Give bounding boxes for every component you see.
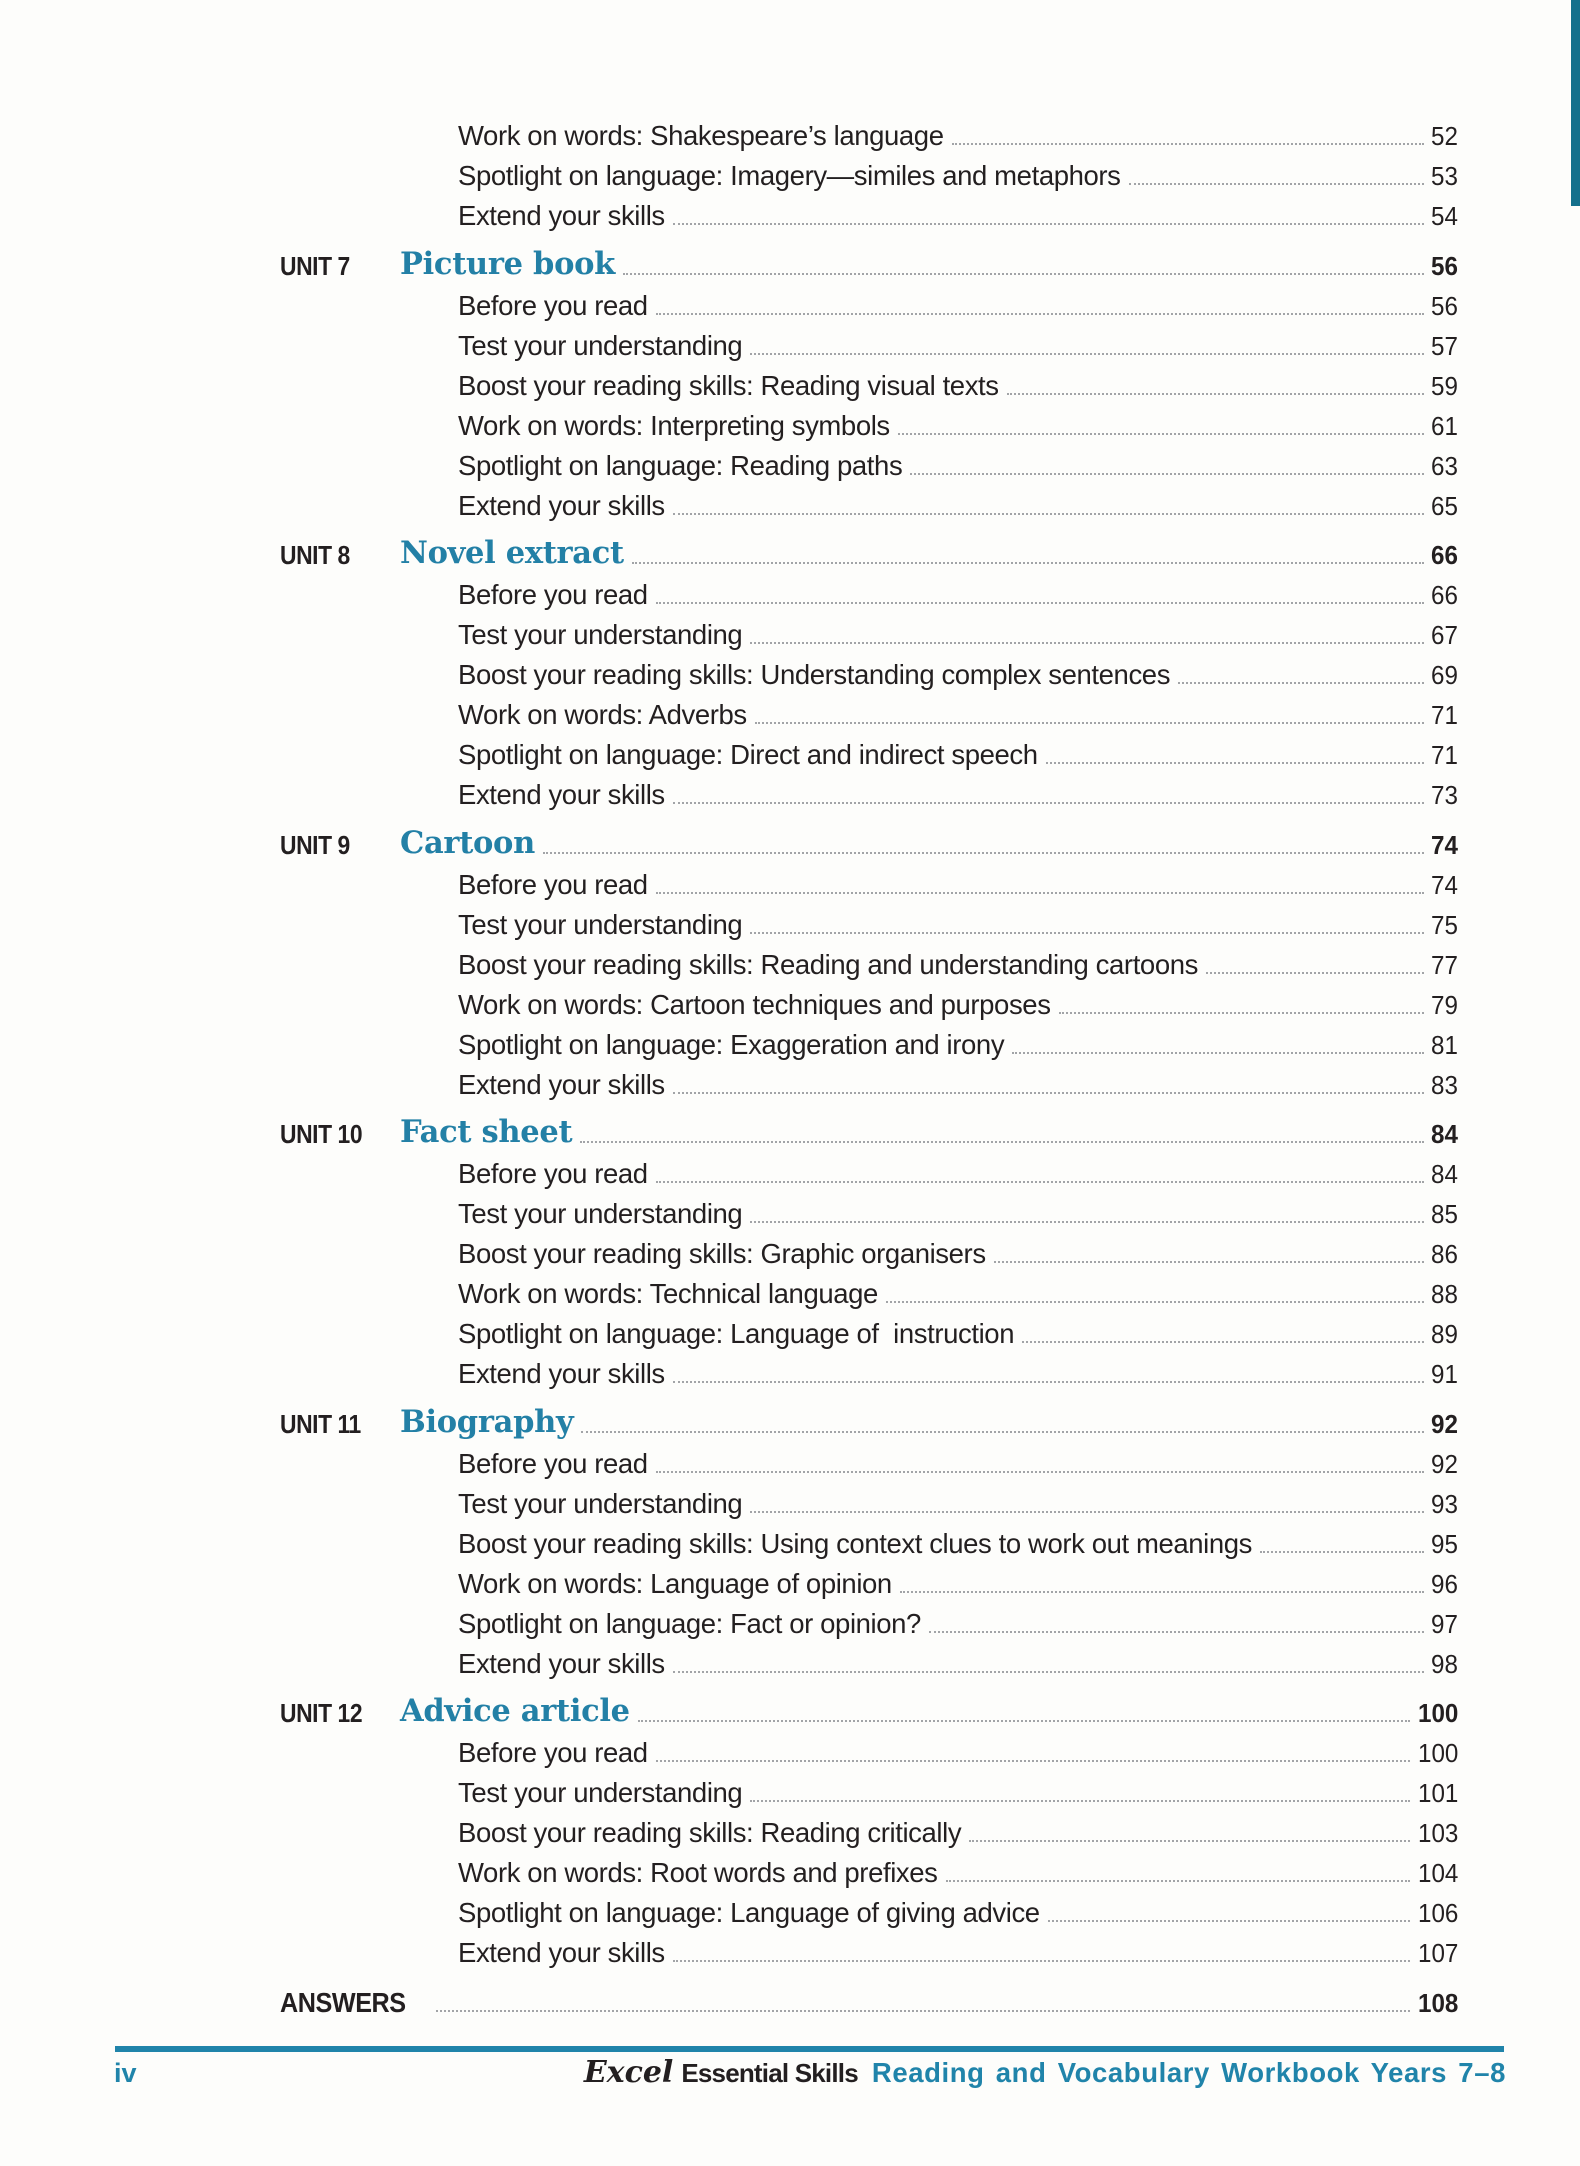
toc-entry [0, 112, 1458, 152]
toc-entry-label: Work on words: Root words and prefixes [458, 1857, 938, 1888]
dot-leader [673, 1092, 1424, 1094]
toc-entry [0, 192, 1458, 232]
toc-entry-page: 92 [1431, 1448, 1458, 1479]
toc-entry-label: Boost your reading skills: Reading and understanding cartoons [458, 948, 1198, 980]
toc-entry-label: Spotlight on language: Language of instruction [458, 1318, 1015, 1349]
toc-entry-label: Before you read [458, 1737, 648, 1768]
toc-entry [0, 1600, 1458, 1640]
toc-entry [0, 1190, 1458, 1230]
toc-entry-page: 97 [1431, 1608, 1458, 1639]
dot-leader [673, 223, 1424, 225]
unit-title: Cartoon [400, 824, 535, 861]
toc-entry [0, 1310, 1458, 1350]
unit-title: Biography [400, 1403, 574, 1440]
answers-label: ANSWERS [280, 1987, 406, 2018]
toc-entry [0, 1809, 1458, 1849]
toc-entry-page: 88 [1431, 1279, 1458, 1309]
toc-unit-heading [0, 1684, 1458, 1729]
unit-title: Novel extract [400, 535, 624, 571]
toc-entry-label: Extend your skills [458, 200, 665, 231]
dot-leader [632, 562, 1424, 564]
toc-entry-label: Boost your reading skills: Using context clues to work out meanings [458, 1527, 1253, 1559]
toc-unit-heading [0, 237, 1458, 282]
dot-leader [929, 1631, 1424, 1633]
toc-entry-label: Extend your skills [458, 1358, 665, 1389]
unit-number-label: UNIT 10 [280, 1119, 363, 1149]
toc-entry-page: 104 [1417, 1858, 1458, 1888]
dot-leader [1007, 393, 1424, 395]
toc-entry-page: 69 [1431, 660, 1458, 690]
toc-entry [0, 901, 1458, 941]
dot-leader [673, 1960, 1410, 1962]
unit-title: Fact sheet [400, 1114, 573, 1150]
toc-entry-page: 79 [1431, 989, 1458, 1020]
toc-entry-page: 86 [1431, 1239, 1458, 1269]
dot-leader [952, 143, 1424, 145]
toc-entry-label: Spotlight on language: Direct and indirect speech [458, 739, 1038, 770]
dot-leader [656, 313, 1424, 315]
toc-entry-label: Before you read [458, 1158, 648, 1189]
toc-entry [0, 1769, 1458, 1809]
toc-entry-label: Test your understanding [458, 1777, 743, 1808]
dot-leader [623, 273, 1424, 275]
toc-entry-page: 96 [1431, 1568, 1458, 1599]
toc-entry-page: 107 [1417, 1938, 1458, 1968]
page-number-folio: iv [114, 2058, 137, 2088]
toc-entry-page: 84 [1431, 1159, 1458, 1189]
unit-page-number: 100 [1417, 1698, 1458, 1728]
toc-entry [0, 1929, 1458, 1969]
unit-page-number: 56 [1431, 250, 1458, 281]
dot-leader [969, 1840, 1409, 1842]
unit-number-label: UNIT 7 [280, 250, 350, 281]
toc-entry [0, 152, 1458, 192]
toc-entry [0, 1889, 1458, 1929]
toc-entry-label: Extend your skills [458, 1937, 665, 1968]
toc-entry [0, 1480, 1458, 1520]
dot-leader [656, 602, 1424, 604]
toc-entry [0, 1021, 1458, 1061]
toc-unit-heading [0, 526, 1458, 571]
dot-leader [656, 1181, 1424, 1183]
toc-entry-page: 66 [1431, 580, 1458, 610]
toc-entry-page: 93 [1431, 1488, 1458, 1519]
unit-page-number: 74 [1431, 829, 1458, 860]
toc-entry [0, 442, 1458, 482]
toc-entry-page: 53 [1431, 161, 1458, 191]
dot-leader [900, 1591, 1424, 1593]
toc-entry-label: Work on words: Shakespeare’s language [458, 120, 944, 151]
toc-entry [0, 482, 1458, 522]
footer-rule [115, 2046, 1504, 2052]
toc-entry-page: 63 [1431, 450, 1458, 481]
toc-entry-label: Test your understanding [458, 908, 743, 940]
brand-excel-logo: Excel [583, 2055, 674, 2090]
toc-entry-label: Test your understanding [458, 1198, 743, 1229]
toc-entry-page: 71 [1431, 700, 1458, 730]
toc-entry-label: Work on words: Interpreting symbols [458, 409, 890, 441]
unit-title: Advice article [400, 1693, 630, 1729]
dot-leader [898, 433, 1424, 435]
toc-entry-page: 106 [1417, 1898, 1458, 1928]
toc-unit-heading [0, 816, 1458, 861]
dot-leader [750, 932, 1424, 934]
toc-entry [0, 322, 1458, 362]
footer-brandline [584, 2055, 1506, 2090]
toc-entry [0, 362, 1458, 402]
unit-number-label: UNIT 11 [280, 1408, 361, 1439]
unit-number-label: UNIT 9 [280, 829, 350, 860]
toc-entry [0, 1440, 1458, 1480]
toc-entry-label: Spotlight on language: Exaggeration and irony [458, 1028, 1005, 1060]
dot-leader [436, 2010, 1410, 2012]
dot-leader [750, 353, 1424, 355]
toc-entry [0, 1560, 1458, 1600]
dot-leader [750, 642, 1424, 644]
dot-leader [1048, 1920, 1410, 1922]
dot-leader [886, 1301, 1424, 1303]
dot-leader [1129, 183, 1425, 185]
brand-series-name: Essential Skills [681, 2058, 858, 2088]
unit-number-label: UNIT 8 [280, 540, 350, 570]
toc-entry-label: Before you read [458, 1447, 648, 1479]
dot-leader [1260, 1551, 1424, 1553]
toc-entry-page: 85 [1431, 1199, 1458, 1229]
table-of-contents [0, 112, 1458, 2019]
toc-entry-page: 100 [1417, 1738, 1458, 1768]
toc-entry-label: Test your understanding [458, 619, 743, 650]
toc-entry [0, 1230, 1458, 1270]
toc-entry-page: 91 [1431, 1359, 1458, 1389]
toc-entry [0, 1640, 1458, 1680]
toc-entry-label: Test your understanding [458, 1487, 743, 1519]
toc-entry [0, 691, 1458, 731]
unit-page-number: 92 [1431, 1408, 1458, 1439]
toc-unit-heading [0, 1105, 1458, 1150]
toc-entry-page: 95 [1431, 1528, 1458, 1559]
toc-entry-page: 77 [1431, 949, 1458, 980]
toc-entry-label: Spotlight on language: Imagery—similes and metaphors [458, 160, 1121, 191]
toc-entry [0, 1150, 1458, 1190]
toc-entry [0, 282, 1458, 322]
toc-entry-label: Extend your skills [458, 489, 665, 521]
dot-leader [581, 1431, 1424, 1433]
toc-entry-page: 103 [1417, 1818, 1458, 1848]
toc-entry-page: 81 [1431, 1029, 1458, 1060]
toc-entry-page: 56 [1431, 290, 1458, 321]
toc-entry-label: Boost your reading skills: Graphic organisers [458, 1238, 986, 1269]
toc-entry [0, 611, 1458, 651]
dot-leader [656, 1760, 1410, 1762]
toc-entry [0, 1729, 1458, 1769]
toc-unit-heading [0, 1395, 1458, 1440]
toc-entry-page: 101 [1417, 1778, 1458, 1808]
unit-page-number: 84 [1431, 1119, 1458, 1149]
page-edge-accent-bar [1571, 0, 1580, 206]
dot-leader [1012, 1052, 1424, 1054]
toc-entry-label: Extend your skills [458, 1647, 665, 1679]
dot-leader [656, 892, 1424, 894]
toc-entry-label: Work on words: Language of opinion [458, 1567, 892, 1599]
toc-entry-label: Work on words: Cartoon techniques and purposes [458, 988, 1051, 1020]
toc-entry-label: Before you read [458, 868, 648, 900]
toc-entry-page: 75 [1431, 909, 1458, 940]
dot-leader [1046, 762, 1424, 764]
toc-entry-page: 54 [1431, 201, 1458, 231]
dot-leader [1206, 972, 1424, 974]
toc-entry-label: Test your understanding [458, 329, 743, 361]
toc-entry-label: Extend your skills [458, 779, 665, 810]
toc-entry-label: Spotlight on language: Fact or opinion? [458, 1607, 921, 1639]
toc-entry-page: 61 [1431, 410, 1458, 441]
toc-entry-page: 52 [1431, 121, 1458, 151]
footer-book-title: Reading and Vocabulary Workbook Years 7–8 [871, 2057, 1506, 2088]
toc-entry-page: 67 [1431, 620, 1458, 650]
dot-leader [1022, 1341, 1424, 1343]
toc-entry [0, 981, 1458, 1021]
toc-entry-page: 83 [1431, 1069, 1458, 1100]
toc-entry-label: Work on words: Adverbs [458, 699, 747, 730]
toc-entry-page: 57 [1431, 330, 1458, 361]
toc-answers-entry [0, 1976, 1458, 2019]
toc-entry [0, 771, 1458, 811]
toc-entry [0, 402, 1458, 442]
toc-entry [0, 861, 1458, 901]
dot-leader [946, 1880, 1410, 1882]
toc-entry-label: Spotlight on language: Language of giving advice [458, 1897, 1040, 1928]
toc-entry-label: Before you read [458, 579, 648, 610]
toc-entry-label: Boost your reading skills: Reading visual texts [458, 369, 999, 401]
toc-entry [0, 1849, 1458, 1889]
dot-leader [673, 1381, 1424, 1383]
answers-page-number: 108 [1417, 1988, 1458, 2018]
dot-leader [580, 1141, 1424, 1143]
toc-entry [0, 571, 1458, 611]
toc-entry [0, 941, 1458, 981]
toc-entry-page: 98 [1431, 1648, 1458, 1679]
toc-entry-page: 74 [1431, 869, 1458, 900]
dot-leader [750, 1221, 1424, 1223]
unit-number-label: UNIT 12 [280, 1698, 363, 1728]
toc-entry-page: 59 [1431, 370, 1458, 401]
dot-leader [673, 513, 1424, 515]
toc-entry-page: 73 [1431, 780, 1458, 810]
toc-entry-label: Boost your reading skills: Understanding complex sentences [458, 659, 1171, 690]
dot-leader [543, 852, 1424, 854]
toc-entry-label: Work on words: Technical language [458, 1278, 878, 1309]
dot-leader [656, 1471, 1424, 1473]
dot-leader [994, 1261, 1424, 1263]
toc-entry [0, 1350, 1458, 1390]
dot-leader [910, 473, 1424, 475]
toc-entry [0, 731, 1458, 771]
toc-entry-label: Extend your skills [458, 1068, 665, 1100]
dot-leader [673, 802, 1424, 804]
toc-entry-label: Before you read [458, 289, 648, 321]
toc-entry-label: Boost your reading skills: Reading critically [458, 1817, 962, 1848]
toc-entry [0, 1061, 1458, 1101]
dot-leader [673, 1671, 1424, 1673]
toc-entry-label: Spotlight on language: Reading paths [458, 449, 903, 481]
dot-leader [750, 1511, 1424, 1513]
toc-entry [0, 1520, 1458, 1560]
toc-entry-page: 65 [1431, 490, 1458, 521]
toc-entry [0, 1270, 1458, 1310]
unit-title: Picture book [400, 245, 615, 282]
dot-leader [750, 1800, 1409, 1802]
dot-leader [1059, 1012, 1425, 1014]
toc-entry-page: 89 [1431, 1319, 1458, 1349]
dot-leader [638, 1720, 1410, 1722]
toc-entry [0, 651, 1458, 691]
unit-page-number: 66 [1431, 540, 1458, 570]
dot-leader [1178, 682, 1424, 684]
toc-entry-page: 71 [1431, 740, 1458, 770]
dot-leader [755, 722, 1424, 724]
